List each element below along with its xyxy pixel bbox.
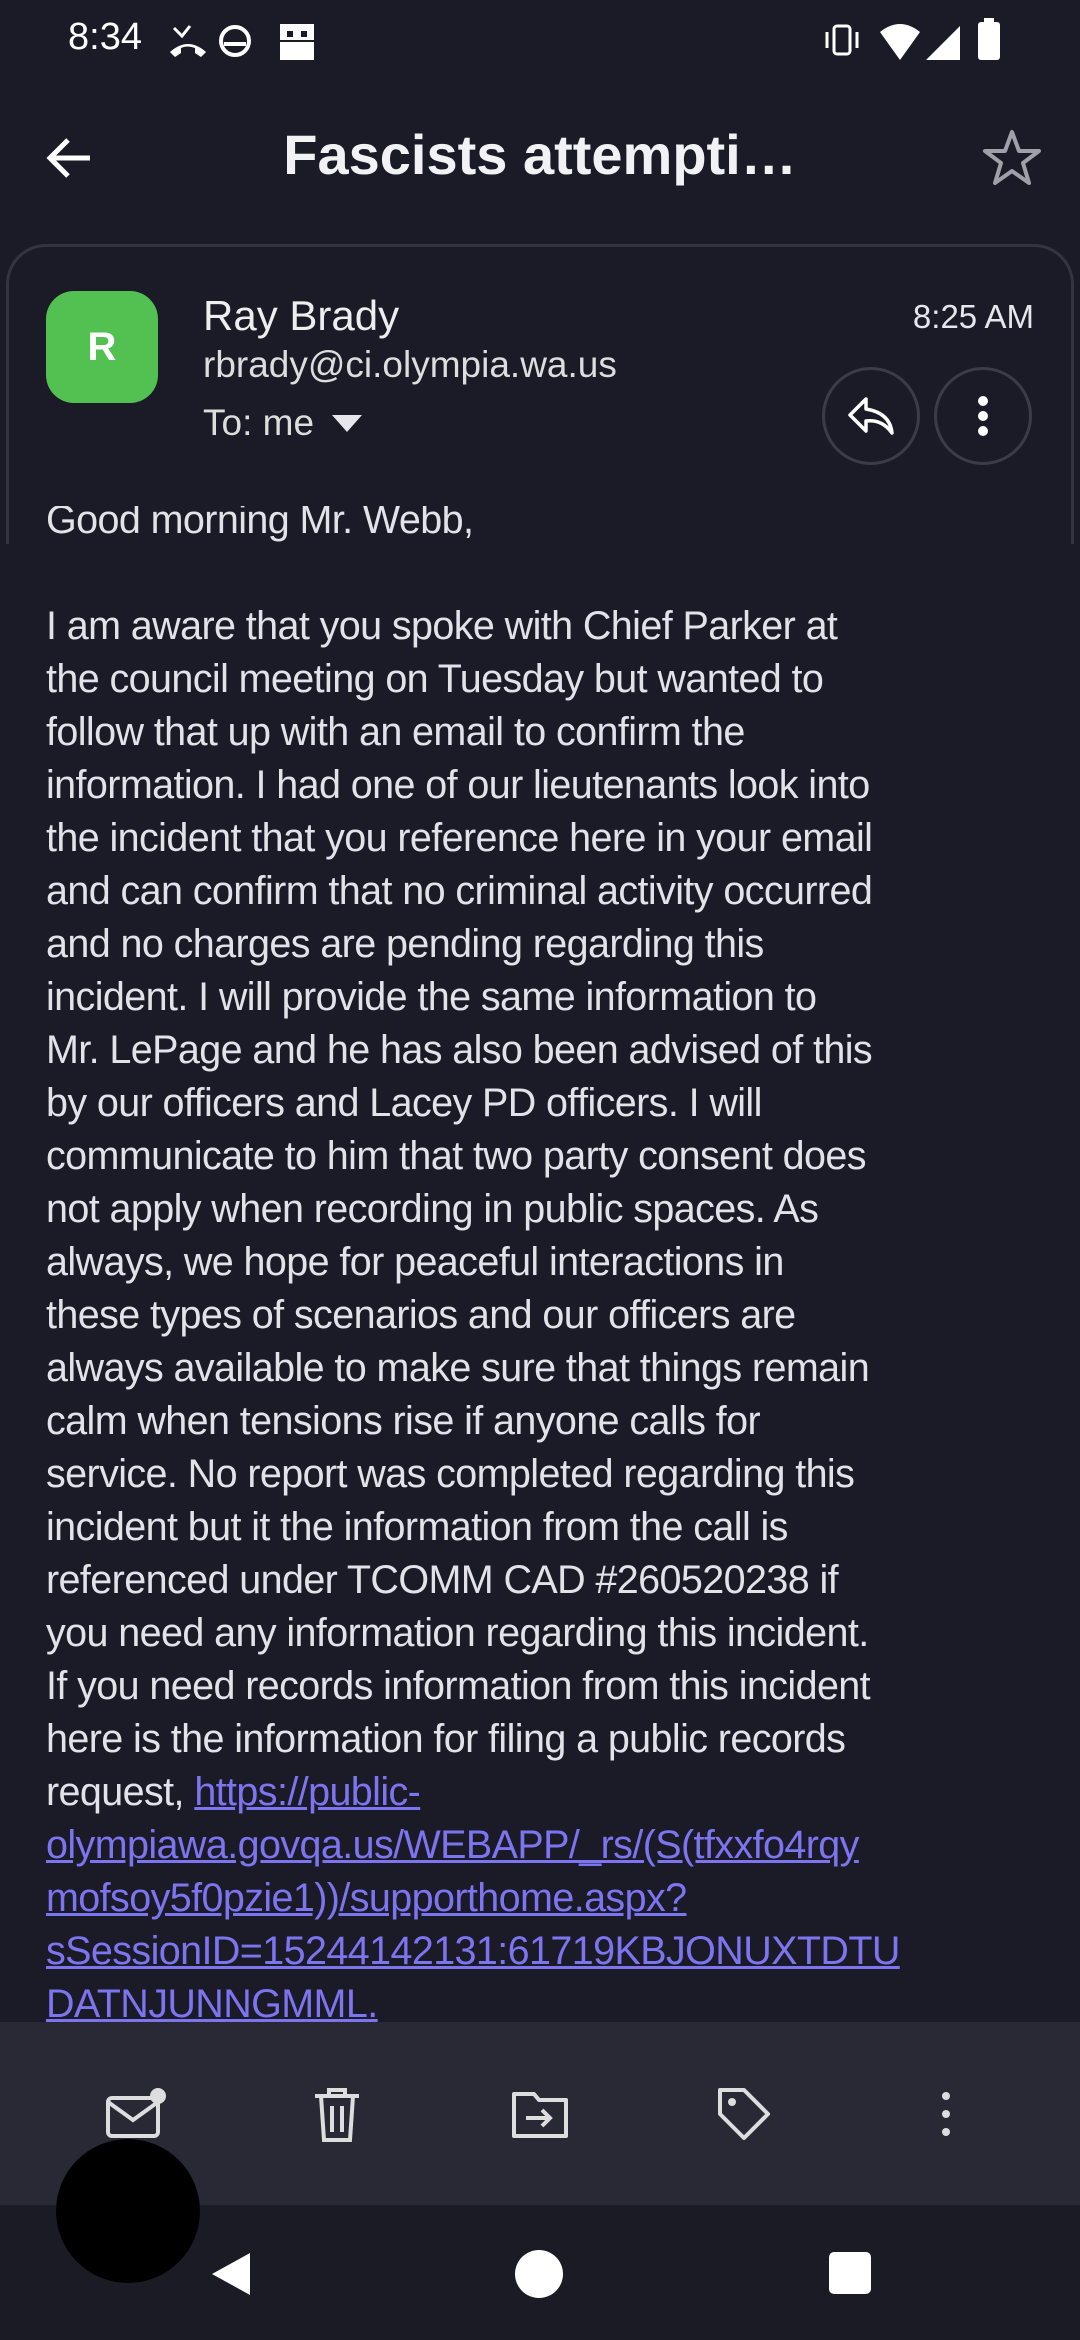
body-line: [46, 1819, 900, 1872]
public-records-link[interactable]: olympiawa.govqa.us/WEBAPP/_rs/(S(tfxxfo4rqy: [46, 1823, 859, 1867]
move-to-folder-icon: [510, 2086, 570, 2142]
recipient-label: To: me: [203, 402, 315, 443]
body-line: referenced under TCOMM CAD #260520238 if: [46, 1558, 839, 1602]
body-line: the council meeting on Tuesday but wanted to: [46, 657, 824, 701]
recents-icon[interactable]: [828, 2251, 872, 2295]
body-line: these types of scenarios and our officers are: [46, 1293, 796, 1337]
public-records-link[interactable]: sSessionID=15244142131:61719KBJONUXTDTU: [46, 1929, 900, 1973]
body-line: [46, 1978, 900, 2022]
body-line: [46, 1872, 900, 1925]
label-button[interactable]: [708, 2078, 780, 2150]
body-line: calm when tensions rise if anyone calls for: [46, 1399, 761, 1443]
missed-call-icon: [168, 22, 208, 58]
body-line: by our officers and Lacey PD officers. I will: [46, 1081, 762, 1125]
vpn-icon: [216, 22, 254, 60]
body-text: request,: [46, 1770, 195, 1814]
more-vertical-icon: [936, 2086, 956, 2142]
home-icon[interactable]: [514, 2249, 564, 2299]
message-body: [0, 506, 1080, 2022]
battery-icon: [976, 18, 1002, 60]
status-bar: [0, 0, 1080, 80]
message-time: 8:25 AM: [912, 298, 1034, 335]
toolbar-more-button[interactable]: [910, 2078, 982, 2150]
body-line: Good morning Mr. Webb,: [46, 506, 474, 542]
more-options-button[interactable]: [934, 367, 1032, 465]
body-line: and no charges are pending regarding this: [46, 922, 764, 966]
body-line: [46, 1925, 900, 1978]
body-line: information. I had one of our lieutenants look into: [46, 763, 870, 807]
body-line: Mr. LePage and he has also been advised of this: [46, 1028, 873, 1072]
delete-button[interactable]: [301, 2078, 373, 2150]
signal-icon: [924, 24, 962, 62]
vibrate-icon: [822, 22, 862, 58]
android-icon: [278, 18, 316, 60]
body-line: here is the information for filing a public records: [46, 1717, 846, 1761]
body-line: the incident that you reference here in your email: [46, 816, 873, 860]
wifi-icon: [878, 22, 922, 62]
star-outline-icon[interactable]: [980, 126, 1044, 190]
public-records-link[interactable]: https://public-: [194, 1770, 421, 1814]
label-icon: [714, 2084, 774, 2144]
body-line: not apply when recording in public spaces. As: [46, 1187, 819, 1231]
body-line: [46, 547, 900, 600]
sender-name: Ray Brady: [203, 292, 400, 339]
body-line: and can confirm that no criminal activity occurred: [46, 869, 873, 913]
body-line: service. No report was completed regarding this: [46, 1452, 855, 1496]
floating-overlay-button[interactable]: [56, 2139, 200, 2283]
body-line: If you need records information from this incident: [46, 1664, 871, 1708]
body-line: always, we hope for peaceful interactions in: [46, 1240, 784, 1284]
status-time: 8:34: [68, 16, 142, 58]
body-line: incident but it the information from the call is: [46, 1505, 788, 1549]
public-records-link[interactable]: DATNJUNNGMML.: [46, 1982, 378, 2022]
mark-unread-icon: [104, 2086, 168, 2142]
more-vertical-icon: [973, 389, 993, 443]
body-line: incident. I will provide the same information to: [46, 975, 817, 1019]
body-line: follow that up with an email to confirm the: [46, 710, 745, 754]
public-records-link[interactable]: mofsoy5f0pzie1))/supporthome.aspx?: [46, 1876, 687, 1920]
avatar[interactable]: R: [46, 291, 158, 403]
reply-icon: [844, 389, 898, 443]
email-subject-title: Fascists attempti…: [283, 123, 797, 186]
move-button[interactable]: [504, 2078, 576, 2150]
sender-email: rbrady@ci.olympia.wa.us: [203, 344, 617, 385]
back-icon[interactable]: [206, 2249, 256, 2299]
body-line: communicate to him that two party consent does: [46, 1134, 866, 1178]
recipients-toggle[interactable]: [203, 402, 362, 444]
delete-icon: [309, 2084, 365, 2144]
chevron-down-icon: [332, 415, 362, 432]
body-line: always available to make sure that things remain: [46, 1346, 870, 1390]
reply-button[interactable]: [822, 367, 920, 465]
body-line: [46, 1766, 900, 1819]
body-line: you need any information regarding this incident.: [46, 1611, 869, 1655]
body-line: I am aware that you spoke with Chief Parker at: [46, 604, 838, 648]
